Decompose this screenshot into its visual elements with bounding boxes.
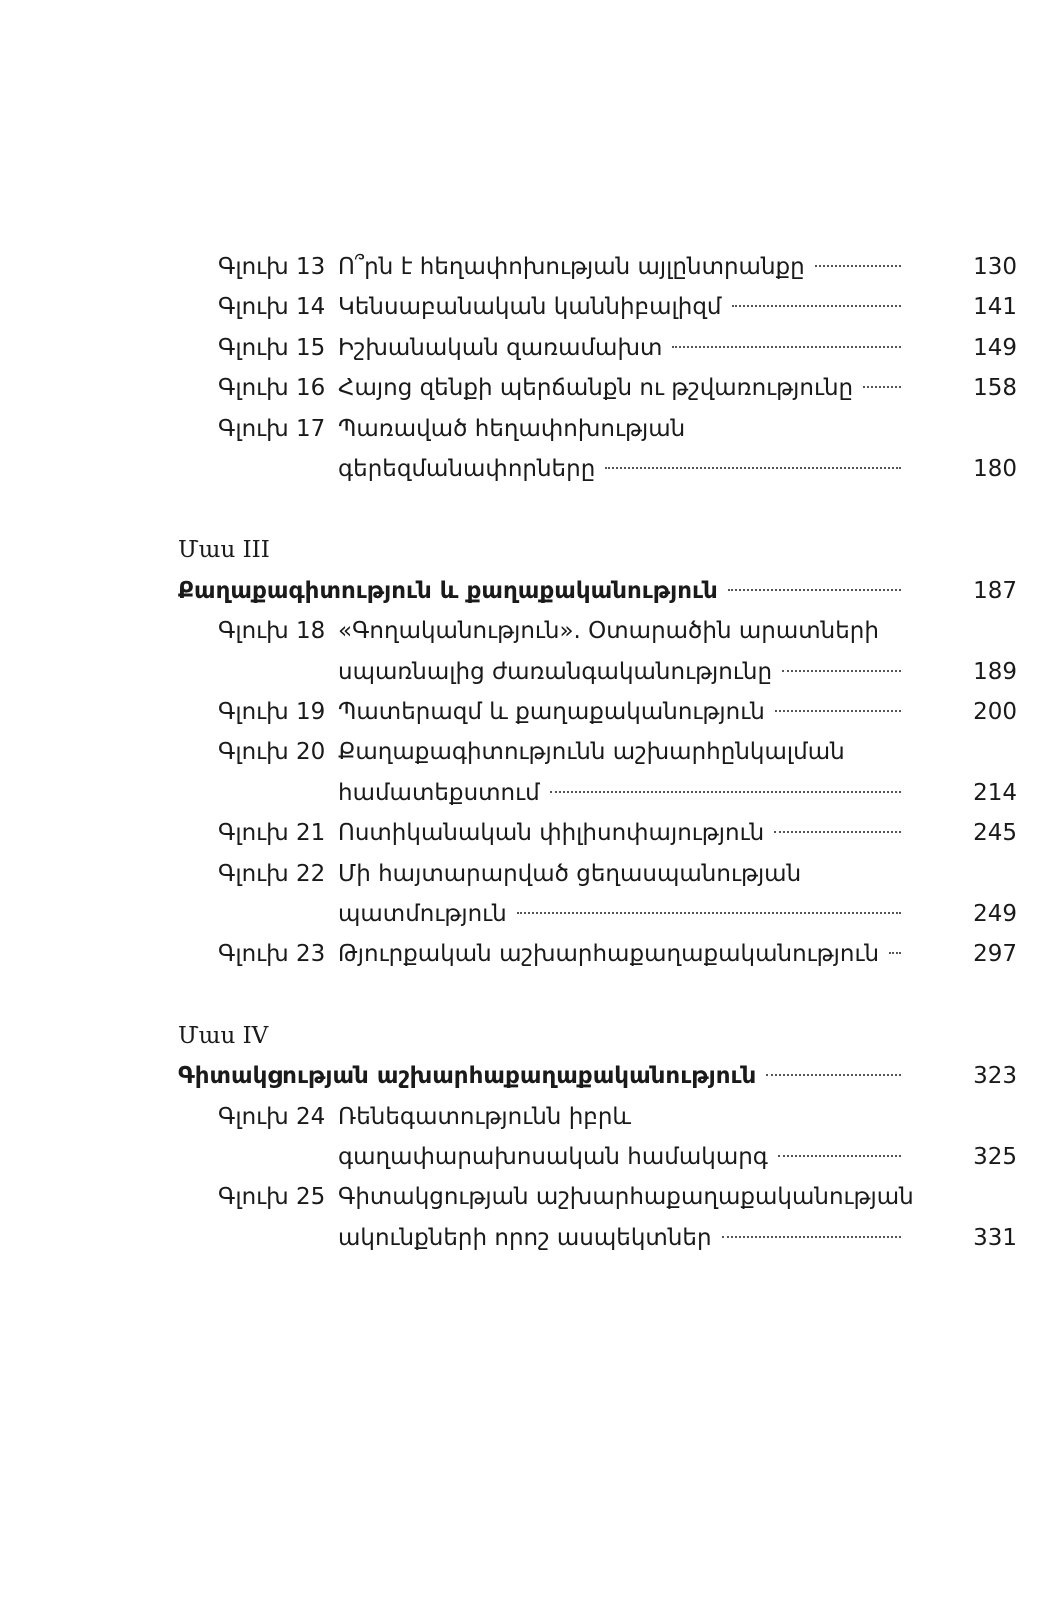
- chapter-title[interactable]: [338, 1177, 914, 1217]
- chapter-title-text: Մի հայտարարված ցեղասպանության: [338, 860, 802, 887]
- part-title-text: Գիտակցության աշխարհաքաղաքականություն: [178, 1063, 757, 1090]
- part-entry[interactable]: [0, 1056, 1063, 1096]
- part-title[interactable]: [178, 571, 1017, 611]
- dot-leader: [550, 791, 901, 793]
- chapter-title[interactable]: [338, 934, 1017, 974]
- dot-leader: [815, 265, 901, 267]
- chapter-title-text: սպառնալից ժառանգականությունը: [338, 658, 773, 685]
- page-number: 249: [973, 901, 1017, 927]
- page-number: 297: [973, 941, 1017, 968]
- chapter-title-text: պատմություն: [338, 901, 507, 927]
- chapter-label: Գլուխ 20: [218, 739, 326, 766]
- toc-entry-line[interactable]: [0, 247, 1063, 287]
- chapter-title[interactable]: [338, 854, 801, 894]
- chapter-label: Գլուխ 14: [218, 294, 326, 321]
- page-number: 189: [973, 658, 1017, 685]
- dot-leader: [889, 952, 901, 954]
- dot-leader: [774, 831, 901, 833]
- toc-entry-line[interactable]: [0, 1137, 1063, 1177]
- chapter-title[interactable]: [338, 368, 1017, 408]
- page-number: 331: [973, 1224, 1017, 1251]
- page-number: 130: [973, 254, 1017, 280]
- chapter-title[interactable]: [338, 409, 685, 449]
- dot-leader: [605, 467, 901, 469]
- chapter-label: Գլուխ 21: [218, 820, 326, 847]
- chapter-title-text: Ռենեգատությունն իբրև: [338, 1103, 632, 1130]
- chapter-label: Գլուխ 17: [218, 415, 326, 442]
- chapter-title-text: Ոստիկանական փիլիսոփայություն: [338, 820, 765, 847]
- chapter-label: Գլուխ 23: [218, 941, 326, 968]
- toc-entry-line[interactable]: [0, 813, 1063, 853]
- chapter-title[interactable]: [338, 287, 1017, 327]
- toc-entry-line[interactable]: [0, 287, 1063, 327]
- chapter-title[interactable]: [338, 611, 879, 651]
- chapter-title-text: Պառաված հեղափոխության: [338, 415, 686, 442]
- dot-leader: [775, 710, 901, 712]
- chapter-title-text: Հայոց զենքի պերճանքն ու թշվառությունը: [338, 375, 854, 402]
- chapter-title-text: Գիտակցության աշխարհաքաղաքականության: [338, 1184, 914, 1211]
- chapter-title[interactable]: [338, 773, 1017, 813]
- page-number: 325: [973, 1144, 1017, 1170]
- dot-leader: [766, 1074, 901, 1076]
- toc-entry-line[interactable]: [0, 368, 1063, 408]
- chapter-label: Գլուխ 18: [218, 618, 326, 645]
- chapter-label: Գլուխ 24: [218, 1103, 326, 1130]
- dot-leader: [863, 386, 901, 388]
- part-title-text: Քաղաքագիտություն և քաղաքականություն: [178, 577, 718, 604]
- chapter-title-text: Թյուրքական աշխարհաքաղաքականություն: [338, 941, 880, 968]
- toc-entry-line[interactable]: [0, 894, 1063, 934]
- toc-entry-line[interactable]: [0, 409, 1063, 449]
- chapter-title[interactable]: [338, 813, 1017, 853]
- toc-entry-line[interactable]: [0, 328, 1063, 368]
- dot-leader: [517, 912, 901, 914]
- toc-entry-line[interactable]: [0, 611, 1063, 651]
- part-label: Մաս IV: [178, 1022, 269, 1049]
- chapter-title[interactable]: [338, 1137, 1017, 1177]
- dot-leader: [672, 346, 901, 348]
- chapter-title[interactable]: [338, 692, 1017, 732]
- toc-entry-line[interactable]: [0, 692, 1063, 732]
- chapter-title[interactable]: [338, 652, 1017, 692]
- chapter-label: Գլուխ 13: [218, 254, 326, 280]
- chapter-title-text: համատեքստում: [338, 779, 540, 806]
- chapter-title[interactable]: [338, 1218, 1017, 1258]
- part-entry[interactable]: [0, 571, 1063, 611]
- dot-leader: [778, 1155, 901, 1157]
- chapter-title[interactable]: [338, 247, 1017, 287]
- page-number: 323: [973, 1063, 1017, 1090]
- chapter-title[interactable]: [338, 732, 845, 772]
- dot-leader: [782, 670, 901, 672]
- chapter-title-text: Իշխանական զառամախտ: [338, 334, 663, 361]
- chapter-title-text: գերեզմանափորները: [338, 456, 596, 482]
- dot-leader: [722, 1236, 901, 1238]
- toc-entry-line[interactable]: [0, 854, 1063, 894]
- toc-entry-line[interactable]: [0, 732, 1063, 772]
- chapter-label: Գլուխ 19: [218, 699, 326, 725]
- chapter-title[interactable]: [338, 894, 1017, 934]
- chapter-label: Գլուխ 15: [218, 334, 326, 361]
- page-number: 141: [973, 294, 1017, 321]
- page-number: 180: [973, 456, 1017, 482]
- toc-entry-line[interactable]: [0, 773, 1063, 813]
- chapter-title-text: Քաղաքագիտությունն աշխարհընկալման: [338, 739, 845, 766]
- chapter-label: Գլուխ 16: [218, 375, 326, 402]
- chapter-title-text: Ո՞րն է հեղափոխության այլընտրանքը: [338, 254, 805, 280]
- chapter-title-text: ակունքների որոշ ասպեկտներ: [338, 1224, 712, 1251]
- toc-entry-line[interactable]: [0, 934, 1063, 974]
- chapter-title-text: «Գողականություն». Օտարածին արատների: [338, 618, 879, 645]
- toc-entry-line[interactable]: [0, 1177, 1063, 1217]
- page-number: 245: [973, 820, 1017, 847]
- chapter-label: Գլուխ 22: [218, 860, 326, 887]
- toc-entry-line[interactable]: [0, 1218, 1063, 1258]
- toc-entry-line[interactable]: [0, 449, 1063, 489]
- page-number: 158: [973, 375, 1017, 402]
- part-label: Մաս III: [178, 537, 270, 564]
- toc-entry-line[interactable]: [0, 1097, 1063, 1137]
- chapter-title[interactable]: [338, 328, 1017, 368]
- dot-leader: [728, 589, 901, 591]
- page-number: 200: [973, 699, 1017, 725]
- chapter-title-text: Կենսաբանական կաննիբալիզմ: [338, 294, 722, 321]
- toc-entry-line[interactable]: [0, 652, 1063, 692]
- chapter-title-text: գաղափարախոսական համակարգ: [338, 1144, 768, 1170]
- chapter-title[interactable]: [338, 1097, 631, 1137]
- chapter-title-text: Պատերազմ և քաղաքականություն: [338, 699, 765, 725]
- page-number: 214: [973, 779, 1017, 806]
- page-number: 149: [973, 334, 1017, 361]
- part-title[interactable]: [178, 1056, 1017, 1096]
- page-number: 187: [973, 577, 1017, 604]
- chapter-title[interactable]: [338, 449, 1017, 489]
- chapter-label: Գլուխ 25: [218, 1184, 326, 1211]
- dot-leader: [732, 305, 902, 307]
